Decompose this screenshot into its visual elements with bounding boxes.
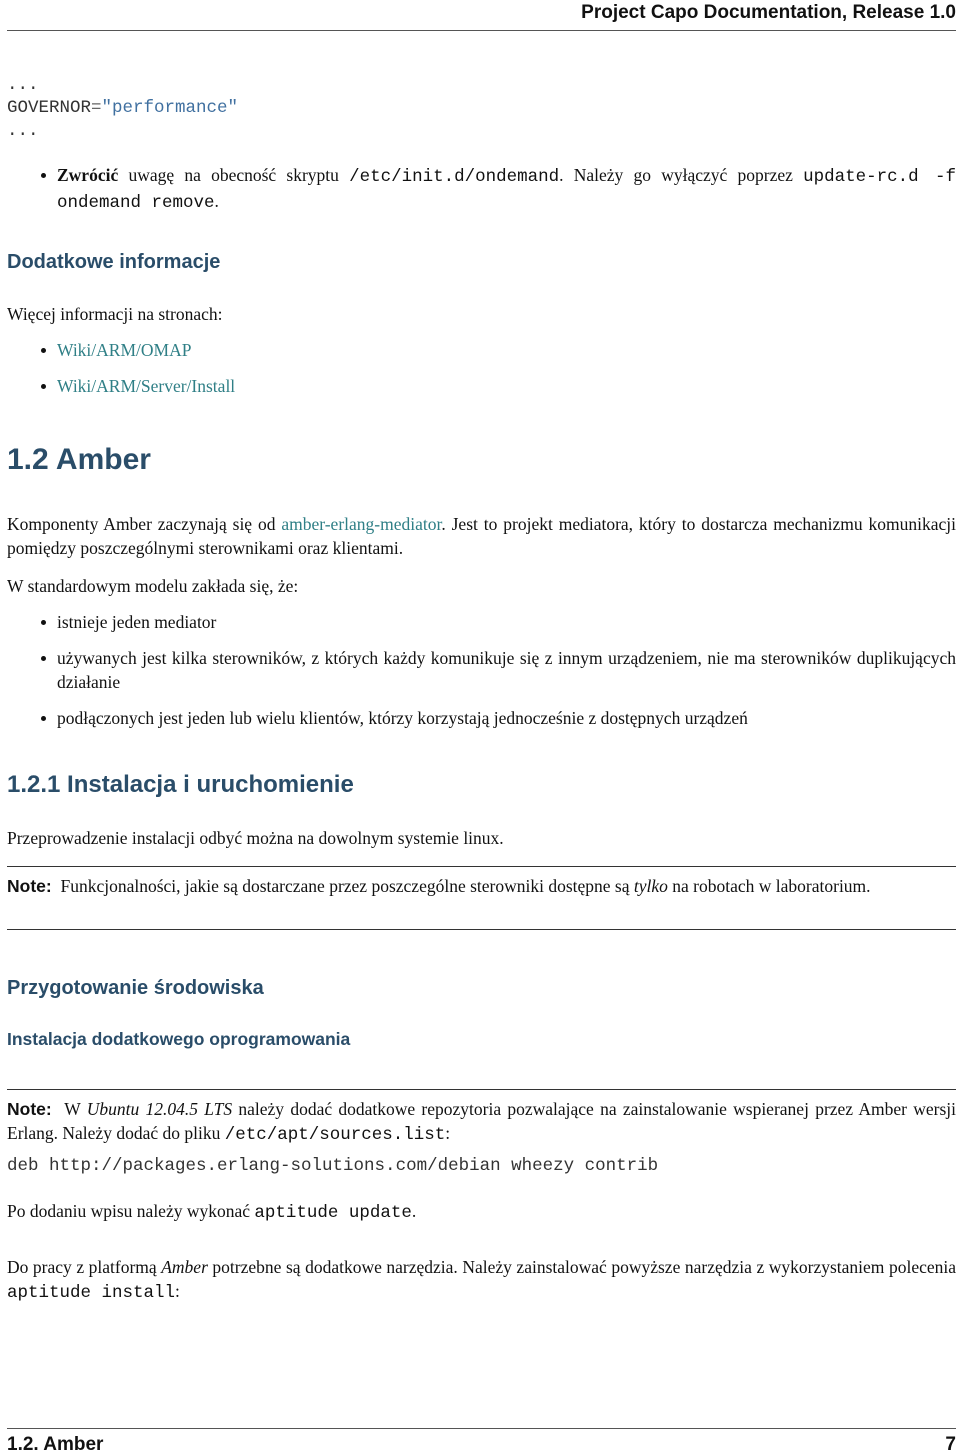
section-heading-environment: Przygotowanie środowiska (7, 977, 264, 999)
list-item: używanych jest kilka sterowników, z których każdy komunikuje się z innym urządzeniem, nie ma sterowników duplikujących działanie (7, 646, 956, 694)
note-bottom-rule (7, 929, 956, 930)
section-heading-extra-info: Dodatkowe informacje (7, 251, 221, 273)
emphasis-italic: tylko (633, 876, 668, 896)
footer-section: 1.2. Amber (7, 1434, 104, 1455)
text: Funkcjonalności, jakie są dostarczane przez poszczególne sterowniki dostępne są (60, 876, 634, 896)
link-wiki-arm-server-install[interactable]: Wiki/ARM/Server/Install (57, 376, 236, 396)
text: potrzebne są dodatkowe narzędzia. Należy zainstalować powyższe narzędzia z wykorzystaniem polecenia (207, 1257, 957, 1277)
subsection-heading-software: Instalacja dodatkowego oprogramowania (7, 1029, 351, 1049)
text: Komponenty Amber zaczynają się od (7, 514, 282, 534)
list-item: podłączonych jest jeden lub wielu klientów, którzy korzystają jednocześnie z dostępnych urządzeń (7, 706, 956, 730)
list-item (7, 338, 956, 362)
section-heading-amber: 1.2 Amber (7, 443, 151, 476)
inline-code-path: /etc/init.d/ondemand (349, 167, 560, 187)
section-heading-installation: 1.2.1 Instalacja i uruchomienie (7, 771, 354, 798)
text: . (411, 1201, 417, 1221)
header-rule (7, 30, 956, 31)
emphasis-bold: Zwrócić (57, 165, 119, 185)
emphasis-italic: Ubuntu 12.04.5 LTS (86, 1099, 233, 1119)
amber-intro-paragraph (7, 512, 956, 560)
text: . Jest to projekt mediatora, który to dostarcza mechanizmu komunikacji pomiędzy poszczególnymi sterownikami oraz klientami. (7, 514, 956, 558)
text: : (445, 1123, 451, 1143)
note-label: Note: (7, 1099, 52, 1119)
code-var-name: GOVERNOR (7, 98, 92, 118)
after-entry-paragraph (7, 1199, 956, 1225)
sources-list-code-line: deb http://packages.erlang-solutions.com/debian wheezy contrib (7, 1156, 659, 1176)
inline-code-command: update-rc.d -f ondemand remove (57, 167, 956, 213)
amber-model-list (7, 610, 956, 730)
inline-code-command: aptitude install (7, 1283, 176, 1303)
installation-paragraph: Przeprowadzenie instalacji odbyć można na dowolnym systemie linux. (7, 828, 504, 848)
environment-note (7, 1097, 956, 1147)
list-item (7, 163, 956, 215)
tools-paragraph (7, 1255, 956, 1305)
ondemand-list (7, 163, 956, 215)
note-top-rule (7, 1089, 956, 1090)
emphasis-italic: Amber (161, 1257, 208, 1277)
code-line: ... (7, 75, 39, 95)
text: . Należy go wyłączyć poprzez (559, 165, 804, 185)
list-item (7, 374, 956, 398)
extra-info-links (7, 338, 956, 398)
page-number: 7 (945, 1434, 956, 1455)
inline-code-command: aptitude update (254, 1203, 412, 1223)
text: Po dodaniu wpisu należy wykonać (7, 1201, 255, 1221)
text: . (214, 191, 219, 211)
amber-model-intro: W standardowym modelu zakłada się, że: (7, 576, 299, 596)
inline-code-path: /etc/apt/sources.list (224, 1125, 446, 1145)
extra-info-intro: Więcej informacji na stronach: (7, 304, 223, 324)
code-line: ... (7, 121, 39, 141)
installation-note (7, 874, 956, 898)
link-wiki-arm-omap[interactable]: Wiki/ARM/OMAP (57, 340, 192, 360)
governor-code-block (7, 74, 956, 143)
text: W (64, 1099, 87, 1119)
link-amber-erlang-mediator[interactable]: amber-erlang-mediator (281, 514, 442, 534)
list-item: istnieje jeden mediator (7, 610, 956, 634)
footer-rule (7, 1428, 956, 1429)
note-label: Note: (7, 876, 52, 896)
code-operator: = (91, 98, 102, 118)
text: Do pracy z platformą (7, 1257, 162, 1277)
running-header-title: Project Capo Documentation, Release 1.0 (581, 2, 956, 23)
code-string: "performance" (101, 98, 239, 118)
text: należy dodać dodatkowe repozytoria pozwalające na zainstalowanie wspieranej przez Amber wersji Erlang. Należy dodać do pliku (7, 1099, 956, 1143)
note-top-rule (7, 866, 956, 867)
text: uwagę na obecność skryptu (118, 165, 350, 185)
text: na robotach w laboratorium. (667, 876, 871, 896)
text: : (175, 1281, 180, 1301)
